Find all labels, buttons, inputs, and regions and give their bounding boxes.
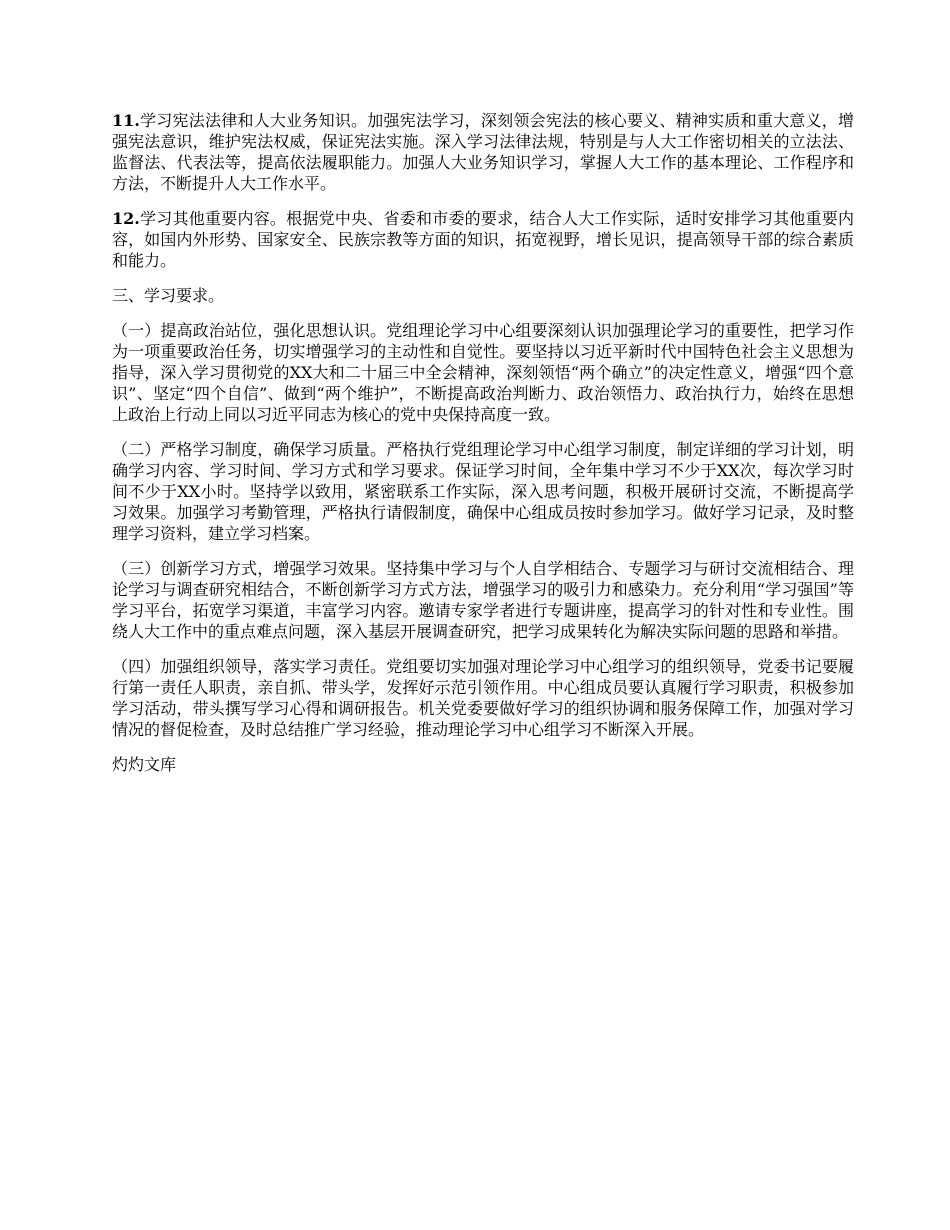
- requirement-paragraph-4: [112, 656, 854, 740]
- paragraph-item-12: [112, 208, 854, 271]
- requirement-paragraph-3: [112, 558, 854, 642]
- requirement-paragraph-2: [112, 439, 854, 544]
- section-heading: [112, 285, 854, 306]
- paragraph-item-11: [112, 110, 854, 194]
- paragraph-text: 学习宪法法律和人大业务知识。加强宪法学习，深刻领会宪法的核心要义、精神实质和重大意义，增强宪法意识，维护宪法权威，保证宪法实施。深入学习法律法规，特别是与人大工作密切相关的立法法、监督法、代表法等，提高依法履职能力。加强人大业务知识学习，掌握人大工作的基本理论、工作程序和方法，不断提升人大工作水平。: [112, 111, 854, 193]
- document-body: [112, 110, 854, 789]
- paragraph-text: （三）创新学习方式，增强学习效果。坚持集中学习与个人自学相结合、专题学习与研讨交流相结合、理论学习与调查研究相结合，不断创新学习方式方法，增强学习的吸引力和感染力。充分利用“学习强国”等学习平台，拓宽学习渠道，丰富学习内容。邀请专家学者进行专题讲座，提高学习的针对性和专业性。围绕人大工作中的重点难点问题，深入基层开展调查研究，把学习成果转化为解决实际问题的思路和举措。: [112, 559, 854, 641]
- paragraph-text: （一）提高政治站位，强化思想认识。党组理论学习中心组要深刻认识加强理论学习的重要性，把学习作为一项重要政治任务，切实增强学习的主动性和自觉性。要坚持以习近平新时代中国特色社会主义思想为指导，深入学习贯彻党的XX大和二十届三中全会精神，深刻领悟“两个确立”的决定性意义，增强“四个意识”、坚定“四个自信”、做到“两个维护”，不断提高政治判断力、政治领悟力、政治执行力，始终在思想上政治上行动上同以习近平同志为核心的党中央保持高度一致。: [112, 321, 854, 424]
- footer-source-text: 灼灼文库: [112, 755, 177, 774]
- item-number: 12.: [112, 209, 140, 228]
- paragraph-text: （二）严格学习制度，确保学习质量。严格执行党组理论学习中心组学习制度，制定详细的学习计划，明确学习内容、学习时间、学习方式和学习要求。保证学习时间，全年集中学习不少于XX次，每次学习时间不少于XX小时。坚持学以致用，紧密联系工作实际，深入思考问题，积极开展研讨交流，不断提高学习效果。加强学习考勤管理，严格执行请假制度，确保中心组成员按时参加学习。做好学习记录，及时整理学习资料，建立学习档案。: [112, 440, 854, 543]
- item-number: 11.: [112, 111, 140, 130]
- section-heading-text: 三、学习要求。: [112, 286, 225, 305]
- paragraph-text: （四）加强组织领导，落实学习责任。党组要切实加强对理论学习中心组学习的组织领导，党委书记要履行第一责任人职责，亲自抓、带头学，发挥好示范引领作用。中心组成员要认真履行学习职责，积极参加学习活动，带头撰写学习心得和调研报告。机关党委要做好学习的组织协调和服务保障工作，加强对学习情况的督促检查，及时总结推广学习经验，推动理论学习中心组学习不断深入开展。: [112, 657, 854, 739]
- requirement-paragraph-1: [112, 320, 854, 425]
- paragraph-text: 学习其他重要内容。根据党中央、省委和市委的要求，结合人大工作实际，适时安排学习其他重要内容，如国内外形势、国家安全、民族宗教等方面的知识，拓宽视野，增长见识，提高领导干部的综合素质和能力。: [112, 209, 854, 270]
